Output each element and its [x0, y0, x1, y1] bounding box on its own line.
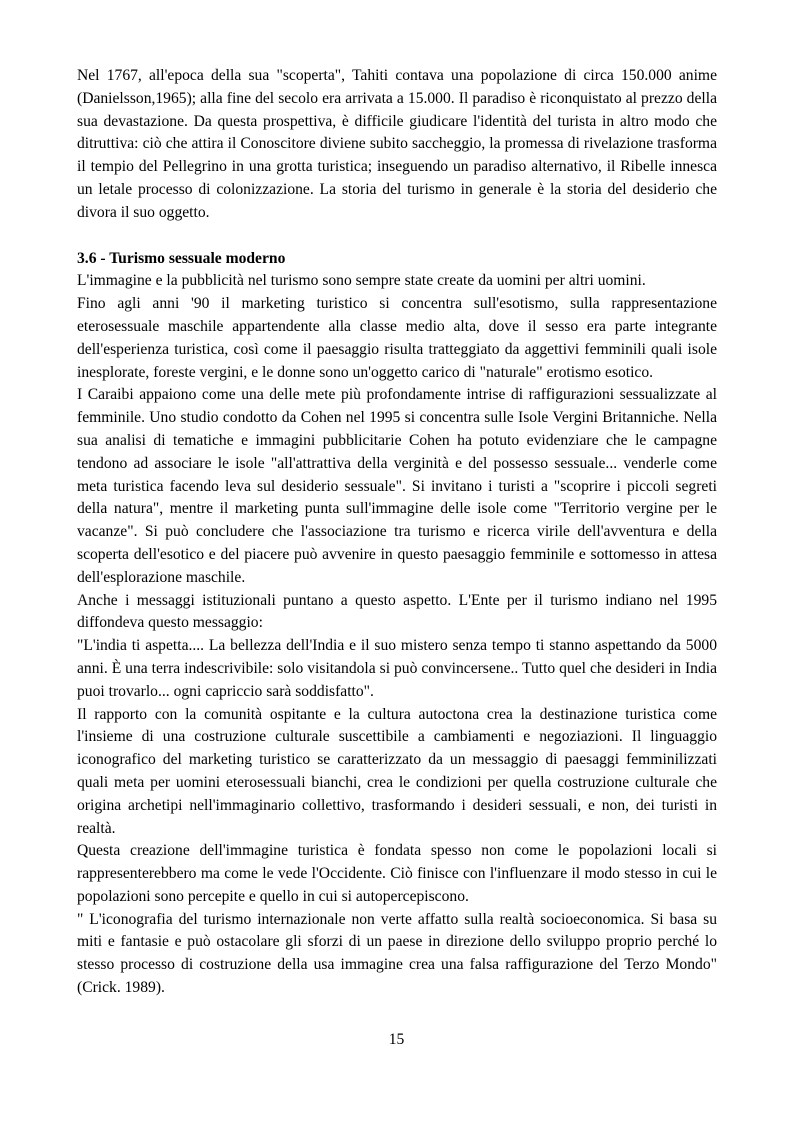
paragraph: Fino agli anni '90 il marketing turistico si concentra sull'esotismo, sulla rappresentazione eterosessuale maschile appartendente alla classe medio alta, dove il sesso era parte integrante dell'esperienza turistica, così come il paesaggio risulta tratteggiato da aggettivi femminili quali isole inesplorate, foreste vergini, e le donne sono un'oggetto carico di "naturale" erotismo esotico. [77, 295, 717, 381]
section-heading: 3.6 - Turismo sessuale moderno [77, 249, 286, 267]
page-body [77, 65, 717, 1000]
paragraph: Anche i messaggi istituzionali puntano a questo aspetto. L'Ente per il turismo indiano nel 1995 diffondeva questo messaggio: [77, 591, 717, 632]
paragraph: Il rapporto con la comunità ospitante e la cultura autoctona crea la destinazione turistica come l'insieme di una costruzione culturale suscettibile a cambiamenti e negoziazioni. Il linguaggio iconografico del marketing turistico se caratterizzato da un messaggio di paesaggi femminilizzati quali meta per uomini eterosessuali bianchi, crea le condizioni per quella costruzione culturale che origina archetipi nell'immaginario collettivo, trasformando i desideri sessuali, e non, dei turisti in realtà. [77, 705, 717, 837]
quote-paragraph: " L'iconografia del turismo internazionale non verte affatto sulla realtà socioeconomica. Si basa su miti e fantasie e può ostacolare gli sforzi di un paese in direzione dello sviluppo proprio perché lo stesso processo di costruzione della usa immagine crea una falsa raffigurazione del Terzo Mondo" (Crick. 1989). [77, 910, 717, 997]
paragraph: L'immagine e la pubblicità nel turismo sono sempre state create da uomini per altri uomini. [77, 272, 646, 290]
paragraph: Questa creazione dell'immagine turistica è fondata spesso non come le popolazioni locali si rappresenterebbero ma come le vede l'Occidente. Ciò finisce con l'influenzare il modo stesso in cui le popolazioni sono percepite e quello in cui si autopercepiscono. [77, 842, 717, 905]
page-number: 15 [388, 1031, 405, 1048]
paragraph-intro: Nel 1767, all'epoca della sua "scoperta", Tahiti contava una popolazione di circa 150.000 anime (Danielsson,1965); alla fine del secolo era arrivata a 15.000. Il paradiso è riconquistato al prezzo della sua devastazione. Da questa prospettiva, è difficile giudicare l'identità del turista in altro modo che ditruttiva: ciò che attira il Conoscitore diviene subito saccheggio, la promessa di rivelazione trasforma il tempio del Pellegrino in una grotta turistica; inseguendo un paradiso alternativo, il Ribelle innesca un letale processo di colonizzazione. La storia del turismo in generale è la storia del desiderio che divora il suo oggetto. [77, 67, 717, 221]
paragraph: I Caraibi appaiono come una delle mete più profondamente intrise di raffigurazioni sessualizzate al femminile. Uno studio condotto da Cohen nel 1995 si concentra sulle Isole Vergini Britanniche. Nella sua analisi di tematiche e immagini pubblicitarie Cohen ha potuto evidenziare che le campagne tendono ad associare le isole "all'attrattiva della verginità e del possesso sessuale... venderle come meta turistica facendo leva sul desiderio sessuale". Si invitano i turisti a "scoprire i piccoli segreti della natura", mentre il marketing punta sull'immagine delle isole come "Territorio vergine per le vacanze". Si può concludere che l'associazione tra turismo e ricerca virile dell'avventura e della scoperta dell'esotico e del piacere può avvenire in questo paesaggio femminile e sottomesso in attesa dell'esplorazione maschile. [77, 386, 717, 586]
quote-paragraph: "L'india ti aspetta.... La bellezza dell'India e il suo mistero senza tempo ti stanno aspettando da 5000 anni. È una terra indescrivibile: solo visitandola si può convincersene.. Tutto quel che desideri in India puoi trovarlo... ogni capriccio sarà soddisfatto". [77, 637, 717, 700]
